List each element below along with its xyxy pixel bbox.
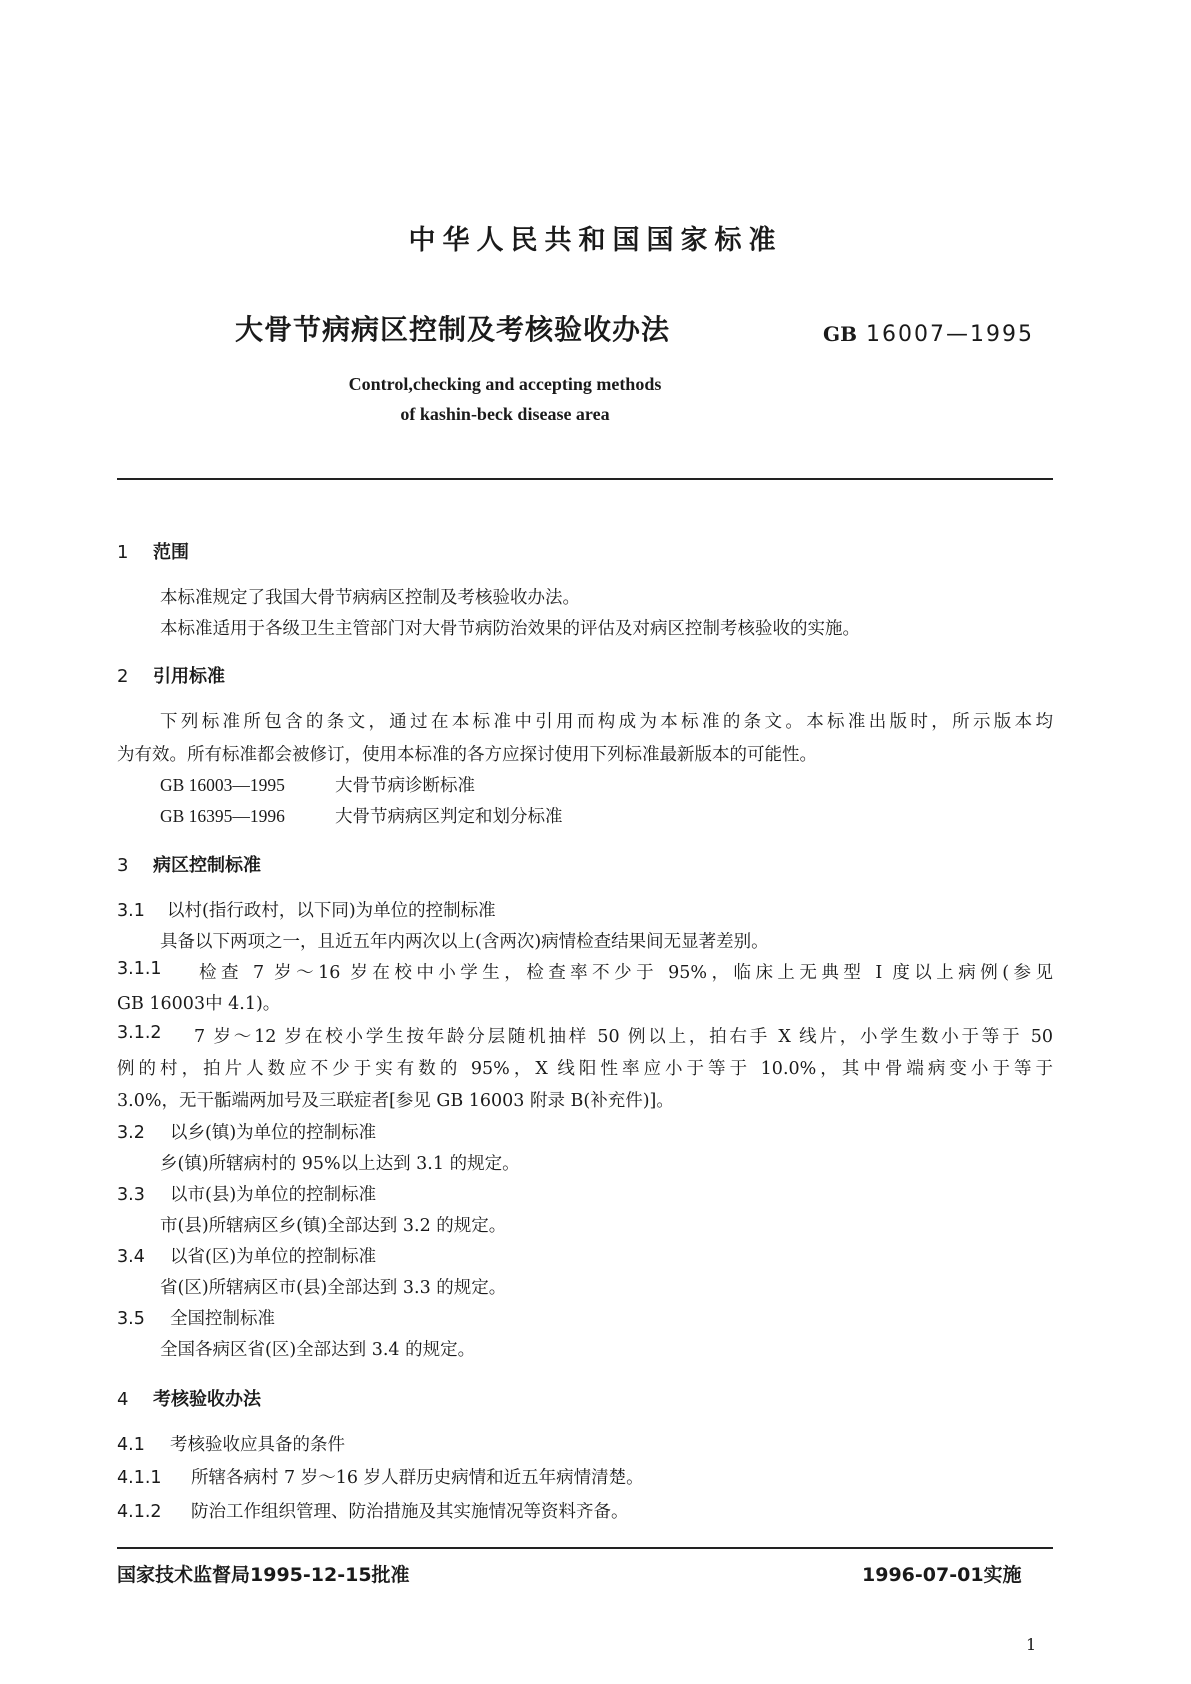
section-1-paragraph-2: 本标准适用于各级卫生主管部门对大骨节病防治效果的评估及对病区控制考核验收的实施。	[160, 619, 860, 639]
page-number: 1	[1026, 1635, 1037, 1654]
section-1-title: 范围	[153, 542, 189, 563]
clause-3-1-1-line-2: GB 16003中 4.1)。	[117, 994, 281, 1014]
clause-3-4-body: 省(区)所辖病区市(县)全部达到 3.3 的规定。	[160, 1278, 507, 1298]
reference-2-code: GB 16395—1996	[160, 806, 285, 826]
clause-3-5	[117, 1305, 275, 1330]
reference-2-name: 大骨节病病区判定和划分标准	[335, 807, 563, 827]
clause-3-5-body: 全国各病区省(区)全部达到 3.4 的规定。	[160, 1340, 476, 1360]
clause-3-3-text: 以市(县)为单位的控制标准	[170, 1185, 377, 1205]
clause-3-4-number: 3.4	[117, 1247, 145, 1267]
clause-3-5-number: 3.5	[117, 1309, 145, 1329]
english-title-line-2: of kashin-beck disease area	[400, 404, 610, 424]
section-2-title: 引用标准	[153, 666, 225, 687]
section-2-number: 2	[117, 666, 129, 687]
clause-3-1-2-line-2: 例的村，拍片人数应不少于实有数的 95%，X 线阳性率应小于等于 10.0%，其中骨端病变小于等于	[117, 1059, 1053, 1079]
clause-3-3	[117, 1181, 376, 1206]
standard-number	[823, 322, 1034, 347]
english-title-line-1: Control,checking and accepting methods	[348, 374, 662, 394]
clause-3-1-text: 以村(指行政村，以下同)为单位的控制标准	[167, 901, 496, 921]
effective-date: 1996-07-01实施	[862, 1564, 1022, 1586]
clause-4-1-2	[117, 1498, 629, 1523]
clause-3-2-text: 以乡(镇)为单位的控制标准	[170, 1123, 377, 1143]
clause-3-4	[117, 1243, 376, 1268]
clause-3-1	[117, 897, 496, 922]
footer-divider	[117, 1547, 1053, 1549]
clause-4-1-number: 4.1	[117, 1435, 145, 1455]
clause-3-1-2-line-1: 7 岁～12 岁在校小学生按年龄分层随机抽样 50 例以上，拍右手 X 线片，小学生数小于等于 50	[194, 1027, 1053, 1047]
section-2-heading	[117, 662, 225, 688]
reference-1-code: GB 16003—1995	[160, 775, 285, 795]
clause-3-1-1	[117, 959, 199, 979]
section-3-title: 病区控制标准	[153, 855, 261, 876]
clause-3-2-number: 3.2	[117, 1123, 145, 1143]
section-1-paragraph-1: 本标准规定了我国大骨节病病区控制及考核验收办法。	[160, 588, 580, 608]
approval-statement: 国家技术监督局1995-12-15批准	[117, 1564, 410, 1586]
section-4-heading	[117, 1385, 261, 1411]
clause-4-1-text: 考核验收应具备的条件	[170, 1435, 345, 1455]
clause-3-5-text: 全国控制标准	[170, 1309, 275, 1329]
clause-4-1-2-number: 4.1.2	[117, 1502, 162, 1522]
clause-3-4-text: 以省(区)为单位的控制标准	[170, 1247, 377, 1267]
clause-3-1-1-number: 3.1.1	[117, 959, 162, 979]
clause-3-1-number: 3.1	[117, 901, 145, 921]
clause-3-2	[117, 1119, 376, 1144]
section-2-paragraph-line-1: 下列标准所包含的条文，通过在本标准中引用而构成为本标准的条文。本标准出版时，所示版本均	[160, 712, 1053, 732]
clause-3-1-1-line-1: 检查 7 岁～16 岁在校中小学生，检查率不少于 95%，临床上无典型 I 度以上病例(参见	[199, 963, 1053, 983]
clause-4-1-1-number: 4.1.1	[117, 1468, 162, 1488]
section-4-number: 4	[117, 1389, 129, 1410]
standard-number-prefix: GB	[823, 322, 857, 346]
clause-3-1-2	[117, 1023, 199, 1043]
reference-2	[160, 803, 563, 828]
clause-4-1	[117, 1431, 345, 1456]
clause-4-1-2-text: 防治工作组织管理、防治措施及其实施情况等资料齐备。	[191, 1502, 629, 1522]
reference-1-name: 大骨节病诊断标准	[335, 776, 475, 796]
clause-3-3-number: 3.3	[117, 1185, 145, 1205]
standard-number-value: 16007—1995	[865, 322, 1034, 347]
header-divider	[117, 478, 1053, 480]
section-3-number: 3	[117, 855, 129, 876]
clause-3-1-2-number: 3.1.2	[117, 1023, 162, 1043]
clause-3-1-2-line-3: 3.0%，无干骺端两加号及三联症者[参见 GB 16003 附录 B(补充件)]。	[117, 1091, 674, 1111]
reference-1	[160, 772, 475, 797]
document-title: 大骨节病病区控制及考核验收办法	[235, 313, 671, 346]
section-3-heading	[117, 851, 261, 877]
standard-type-heading: 中华人民共和国国家标准	[408, 225, 783, 256]
section-1-heading	[117, 538, 189, 564]
clause-3-2-body: 乡(镇)所辖病村的 95%以上达到 3.1 的规定。	[160, 1154, 520, 1174]
section-4-title: 考核验收办法	[153, 1389, 261, 1410]
section-1-number: 1	[117, 542, 129, 563]
section-2-paragraph-line-2: 为有效。所有标准都会被修订，使用本标准的各方应探讨使用下列标准最新版本的可能性。	[117, 745, 817, 765]
clause-3-1-body: 具备以下两项之一，且近五年内两次以上(含两次)病情检查结果间无显著差别。	[160, 932, 769, 952]
clause-4-1-1	[117, 1464, 644, 1489]
clause-3-3-body: 市(县)所辖病区乡(镇)全部达到 3.2 的规定。	[160, 1216, 507, 1236]
clause-4-1-1-text: 所辖各病村 7 岁～16 岁人群历史病情和近五年病情清楚。	[191, 1468, 644, 1488]
